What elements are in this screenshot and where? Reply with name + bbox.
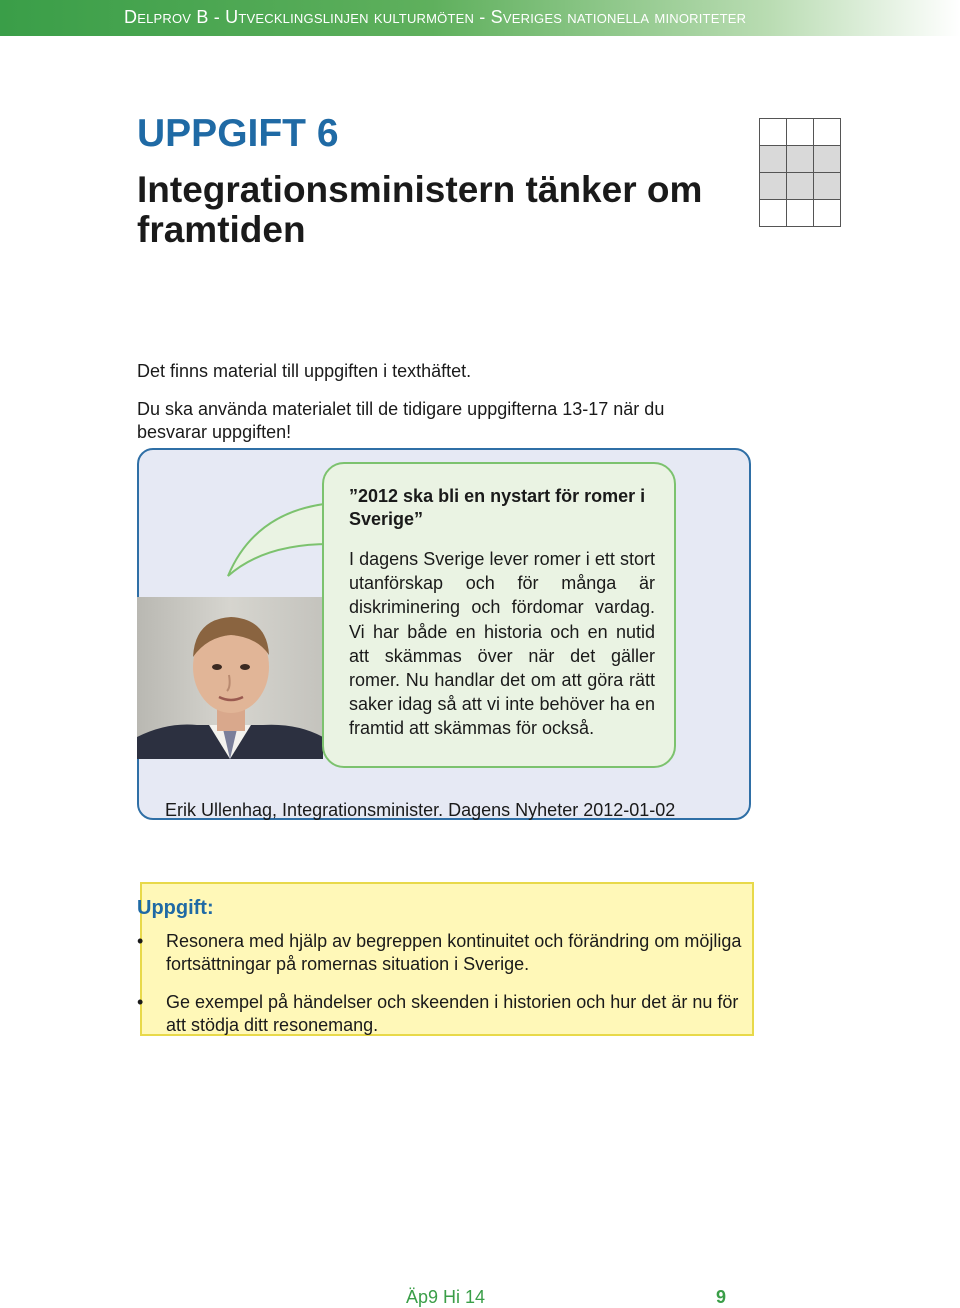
bullet: • (137, 931, 144, 951)
grade-cell (814, 200, 841, 227)
grade-cell (814, 119, 841, 146)
grade-cell (787, 146, 814, 173)
grade-grid-row (760, 200, 841, 227)
grade-cell (814, 173, 841, 200)
grade-grid-row (760, 173, 841, 200)
bullet: • (137, 992, 144, 1012)
grade-cell (760, 146, 787, 173)
list-item (137, 930, 759, 976)
quote-citation: Erik Ullenhag, Integrationsminister. Dagens Nyheter 2012-01-02 (165, 800, 676, 820)
grade-cell (787, 200, 814, 227)
grade-cell (814, 146, 841, 173)
footer-code: Äp9 Hi 14 (406, 1287, 486, 1307)
header-title: Delprov B - Utvecklingslinjen kulturmöten - Sveriges nationella minoriteter (124, 7, 747, 27)
assignment-item-text: Ge exempel på händelser och skeenden i historien och hur det är nu för att stödja ditt resonemang. (166, 992, 739, 1035)
list-item (137, 991, 759, 1037)
grade-cell (760, 173, 787, 200)
task-number: UPPGIFT 6 (137, 112, 339, 155)
grade-cell (760, 119, 787, 146)
header-band (0, 0, 960, 36)
task-title: Integrationsministern tänker om framtiden (137, 169, 703, 250)
assignment-item-text: Resonera med hjälp av begreppen kontinuitet och förändring om möjliga fortsättningar på romernas situation i Sverige. (166, 931, 742, 974)
quote-body: I dagens Sverige lever romer i ett stort utanförskap och för många är diskriminering och fördomar vardag. Vi har både en historia och en nutid att skämmas över när det gäller romer. Nu handlar det om att göra rätt saker idag så att vi inte behöver ha en framtid att skämmas för också. (349, 549, 655, 739)
intro-instruction: Du ska använda materialet till de tidigare uppgifterna 13-17 när du besvarar uppgiften! (137, 399, 665, 442)
grade-cell (760, 200, 787, 227)
grade-grid-row (760, 146, 841, 173)
minister-portrait (137, 597, 323, 759)
grade-grid-row (760, 119, 841, 146)
assignment-label: Uppgift: (137, 897, 214, 919)
quote-headline: ”2012 ska bli en nystart för romer i Sverige” (349, 486, 646, 529)
page-number: 9 (716, 1287, 727, 1307)
grade-cell (787, 119, 814, 146)
assignment-list (137, 930, 759, 1052)
intro-material-note: Det finns material till uppgiften i texthäftet. (137, 361, 472, 381)
grade-grid (759, 118, 841, 227)
speech-bubble-tail (224, 500, 334, 580)
grade-cell (787, 173, 814, 200)
